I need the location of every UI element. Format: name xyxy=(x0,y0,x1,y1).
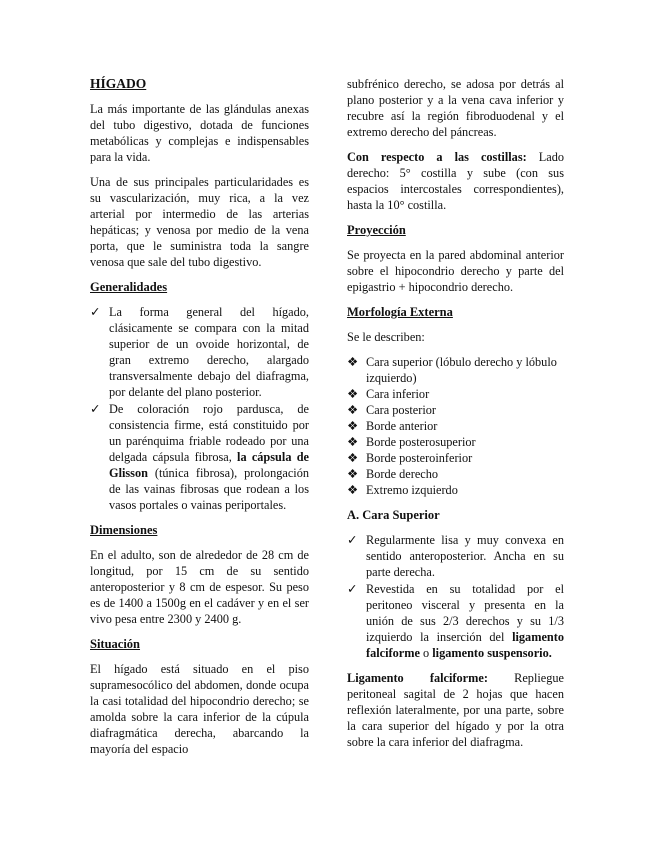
diamond-bullet-icon: ❖ xyxy=(347,451,359,465)
costillas-text: Lado derecho: 5° costilla y sube (con sus espacios intercostales correspondientes), hasta la 10° costilla. xyxy=(347,150,565,212)
diamond-bullet-icon: ❖ xyxy=(347,435,359,449)
situacion-text: El hígado está situado en el piso supramesocólico del abdomen, donde ocupa la casi totalidad del hipocondrio derecho; se amolda sobre la cara inferior de la cúpula diafragmática derecha, abarcando la mayoría del espacio xyxy=(90,662,309,756)
list-item xyxy=(347,466,564,482)
proyeccion-heading: Proyección xyxy=(347,223,406,237)
list-item xyxy=(347,418,564,434)
diamond-bullet-icon: ❖ xyxy=(347,483,359,497)
checkmark-icon: ✓ xyxy=(90,305,101,319)
generalidades-heading: Generalidades xyxy=(90,280,168,294)
list-item xyxy=(90,401,309,513)
diamond-bullet-icon: ❖ xyxy=(347,467,359,481)
checkmark-icon: ✓ xyxy=(90,402,101,416)
diamond-bullet-icon: ❖ xyxy=(347,387,359,401)
list-item-text: Revestida en su totalidad por el peritoneo visceral y presenta en la unión de sus 2/3 derechos y su 1/3 izquierdo la inserción del xyxy=(366,582,564,644)
list-item xyxy=(347,402,564,418)
situacion-heading: Situación xyxy=(90,637,141,651)
list-item-text: Cara superior (lóbulo derecho y lóbulo izquierdo) xyxy=(366,355,557,385)
costillas-paragraph xyxy=(347,149,564,213)
list-item-text: De coloración rojo pardusca, de consistencia firme, está constituido por un parénquima friable rodeado por una delgada cápsula fibrosa, xyxy=(109,402,309,464)
list-item xyxy=(347,532,564,580)
list-item-text: Borde anterior xyxy=(366,419,438,433)
diamond-bullet-icon: ❖ xyxy=(347,355,359,369)
list-item xyxy=(347,354,564,386)
ligamento-suspensorio-term: ligamento suspensorio. xyxy=(432,646,552,660)
list-item-text: Borde derecho xyxy=(366,467,439,481)
list-item xyxy=(347,450,564,466)
list-item xyxy=(347,386,564,402)
right-column xyxy=(347,76,564,759)
ligamento-text: Repliegue peritoneal sagital de 2 hojas que hacen reflexión lateralmente, por una parte, sobre la cara superior del hígado y por la otra sobre la cara inferior del diafragma. xyxy=(347,671,564,749)
ligamento-paragraph xyxy=(347,670,564,750)
dimensiones-heading: Dimensiones xyxy=(90,523,158,537)
list-item-text: (túnica fibrosa), prolongación de las vainas fibrosas que rodean a los vasos portales o vainas periportales. xyxy=(109,466,309,512)
costillas-label: Con respecto a las costillas: xyxy=(347,150,527,164)
list-item-text: Extremo izquierdo xyxy=(366,483,458,497)
morfologia-list xyxy=(347,354,564,498)
page-title: HÍGADO xyxy=(90,76,147,91)
situacion-continued-text: subfrénico derecho, se adosa por detrás al plano posterior y a la vena cava inferior y recubre así la región fibroduodenal y el extremo derecho del páncreas. xyxy=(347,77,564,139)
diamond-bullet-icon: ❖ xyxy=(347,403,359,417)
list-item-text: Cara posterior xyxy=(366,403,436,417)
checkmark-icon: ✓ xyxy=(347,582,358,596)
list-item xyxy=(90,304,309,400)
checkmark-icon: ✓ xyxy=(347,533,358,547)
list-item-text: Borde posterosuperior xyxy=(366,435,476,449)
left-column xyxy=(90,76,309,766)
intro-paragraph-2: Una de sus principales particularidades es su vascularización, muy rica, a la vez arterial por intermedio de las arterias hepáticas; y venosa por medio de la vena porta, que le suministra toda la sangre venosa que sale del tubo digestivo. xyxy=(90,175,309,269)
proyeccion-text: Se proyecta en la pared abdominal anterior sobre el hipocondrio derecho y parte del epigastrio + hipocondrio derecho. xyxy=(347,248,564,294)
morfologia-intro: Se le describen: xyxy=(347,330,425,344)
list-item-text: Borde posteroinferior xyxy=(366,451,473,465)
list-item xyxy=(347,434,564,450)
ligamento-label: Ligamento falciforme: xyxy=(347,671,488,685)
list-item xyxy=(347,581,564,661)
list-item-text: Cara inferior xyxy=(366,387,430,401)
ligamento-falciforme-term: ligamento falciforme xyxy=(366,630,564,660)
diamond-bullet-icon: ❖ xyxy=(347,419,359,433)
list-item xyxy=(347,482,564,498)
morfologia-heading: Morfología Externa xyxy=(347,305,453,319)
glisson-capsule-term: la cápsula de Glisson xyxy=(109,450,309,480)
cara-superior-list xyxy=(347,532,564,661)
list-item-text: La forma general del hígado, clásicamente se compara con la mitad superior de un ovoide horizontal, de gran extremo derecho, alargado transversalmente debajo del diafragma, por delante del plano posterior. xyxy=(109,305,309,399)
cara-superior-heading: A. Cara Superior xyxy=(347,508,440,522)
list-item-text: Regularmente lisa y muy convexa en sentido anteroposterior. Ancha en su parte derecha. xyxy=(366,533,564,579)
list-item-text: o xyxy=(419,646,433,660)
generalidades-list xyxy=(90,304,309,513)
intro-paragraph-1: La más importante de las glándulas anexas del tubo digestivo, dotada de funciones metabólicas y complejas e indispensables para la vida. xyxy=(90,102,309,164)
dimensiones-text: En el adulto, son de alrededor de 28 cm de longitud, por 15 cm de su sentido anteroposterior y 8 cm de espesor. Su peso es de 1400 a 1500g en el cadáver y en el ser vivo pesa entre 2300 y 2400 g. xyxy=(90,548,309,626)
